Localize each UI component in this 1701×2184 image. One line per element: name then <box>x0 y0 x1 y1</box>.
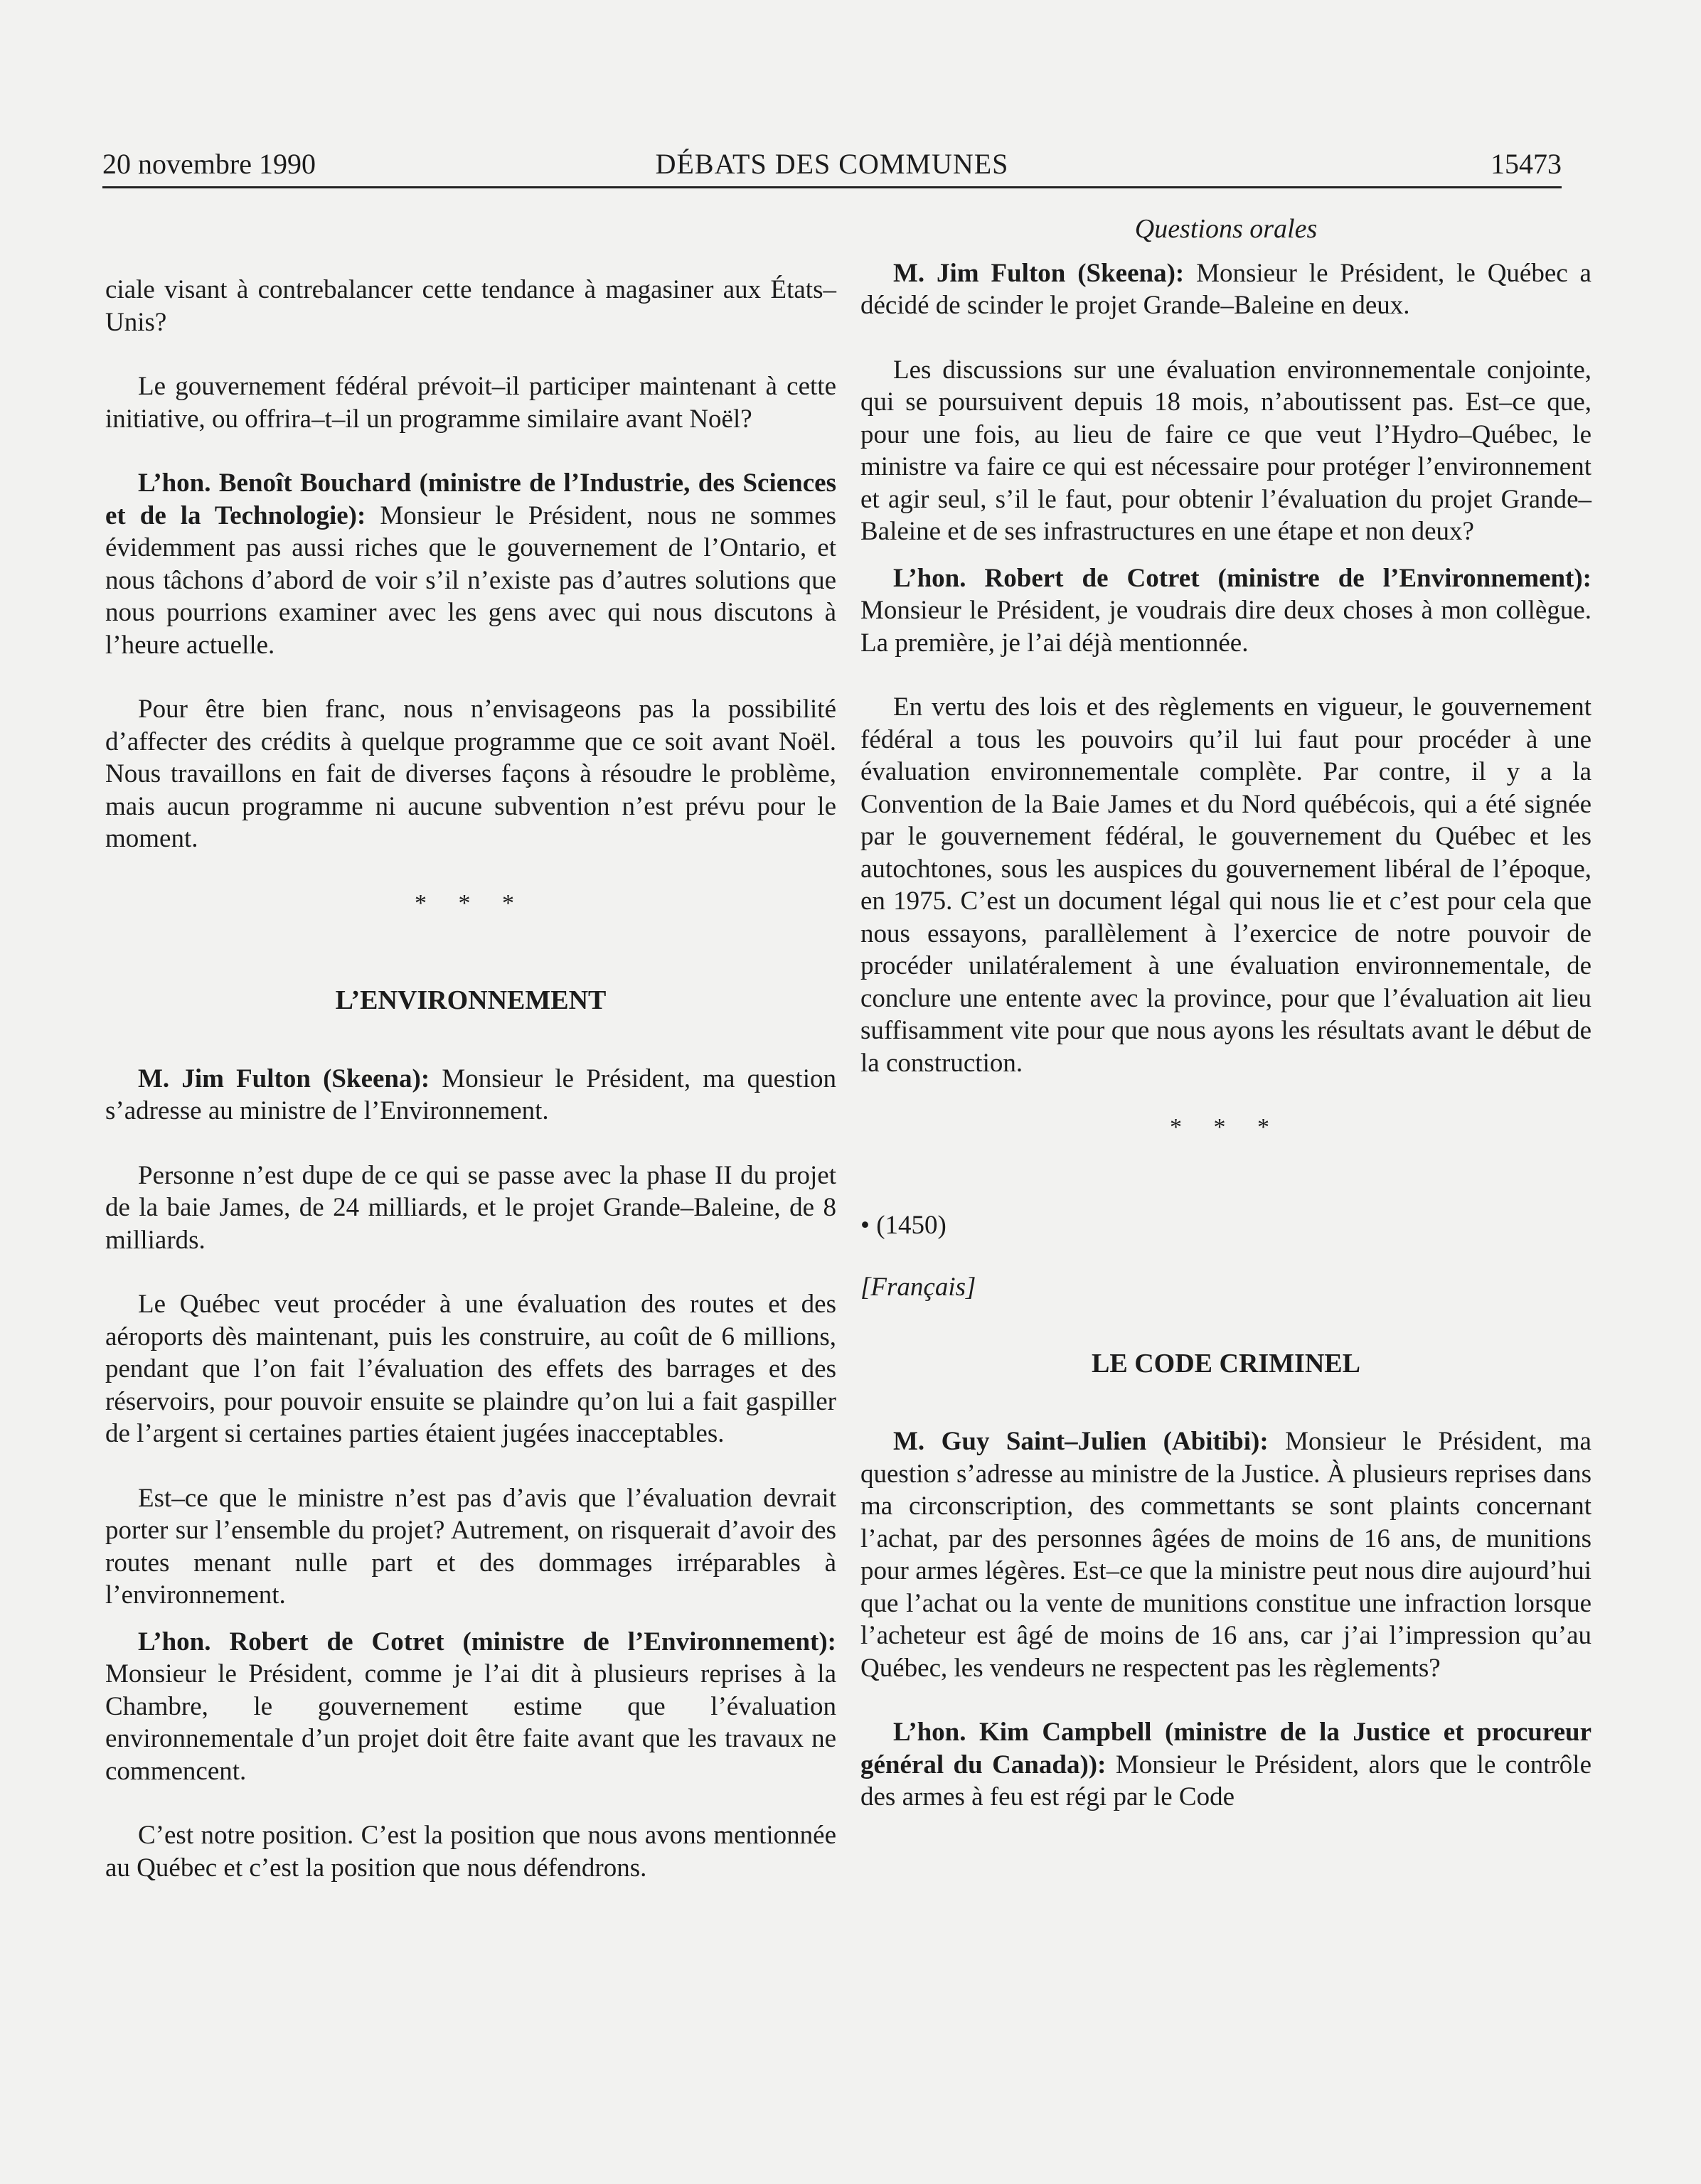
section-separator: * * * <box>415 889 527 916</box>
running-head: Questions orales <box>1134 214 1318 244</box>
speaker-name: L’hon. Robert de Cotret (ministre de l’Environnement): <box>893 563 1591 593</box>
speech <box>105 1063 836 1128</box>
section-heading: L’ENVIRONNEMENT <box>335 985 607 1015</box>
speech <box>860 1716 1591 1814</box>
speech <box>105 1626 836 1788</box>
left-column <box>105 274 836 1916</box>
speech-text: Monsieur le Président, ma question s’adresse au ministre de la Justice. À plusieurs reprises dans ma circonscription, des commettants se sont plaints concernant l’achat, par des personnes âgées de moins de 16 ans, de munitions pour armes légères. Est–ce que la ministre peut nous dire aujourd’hui que l’achat ou la vente de munitions constitue une infraction lorsque l’acheteur est âgé de moins de 16 ans, car j’ai l’impression qu’au Québec, les vendeurs ne respectent pas les règlements? <box>860 1427 1591 1683</box>
speech-text: Monsieur le Président, nous ne sommes évidemment pas aussi riches que le gouvernement de l’Ontario, et nous tâchons d’abord de voir s’il n’existe pas d’autres solutions que nous pourrions examiner avec les gens avec qui nous discutons à l’heure actuelle. <box>105 500 837 660</box>
header-page-number: 15473 <box>1491 148 1562 180</box>
speech <box>860 562 1591 660</box>
speech-text: Monsieur le Président, ma question s’adresse au ministre de l’Environnement. <box>105 1064 836 1125</box>
speaker-name: L’hon. Robert de Cotret (ministre de l’Environnement): <box>138 1627 836 1656</box>
paragraph: Est–ce que le ministre n’est pas d’avis que l’évaluation devrait porter sur l’ensemble du projet? Autrement, on risquerait d’avoir des routes menant nulle part et des dommages irréparables à l’environnement. <box>105 1483 836 1610</box>
language-marker: [Français] <box>860 1273 976 1302</box>
speech-text: Monsieur le Président, alors que le contrôle des armes à feu est régi par le Code <box>860 1750 1592 1811</box>
section-separator: * * * <box>1170 1114 1282 1140</box>
speech <box>105 467 836 661</box>
speaker-name: L’hon. Benoît Bouchard (ministre de l’Industrie, des Sciences et de la Technologie): <box>105 469 836 530</box>
section-heading: LE CODE CRIMINEL <box>1092 1348 1360 1379</box>
paragraph: En vertu des lois et des règlements en vigueur, le gouvernement fédéral a tous les pouvoirs qu’il lui faut pour procéder à une évaluation environnementale complète. Par contre, il y a la Convention de la Baie James et du Nord québécois, qui a été signée par le gouvernement fédéral, le gouvernement du Québec et les autochtones, sous les auspices du gouvernement libéral de l’époque, en 1975. C’est un document légal qui nous lie et c’est pour cela que nous essayons, parallèlement à l’exercice de notre pouvoir de procéder unilatéralement à une évaluation environnementale, de conclure une entente avec la province, pour que l’évaluation ait lieu suffisamment vite pour que nous ayons les résultats avant le début de la construction. <box>860 692 1591 1078</box>
speaker-name: M. Jim Fulton (Skeena): <box>893 258 1185 288</box>
header-title: DÉBATS DES COMMUNES <box>655 148 1009 180</box>
paragraph: Les discussions sur une évaluation environnementale conjointe, qui se poursuivent depuis 18 mois, n’aboutissent pas. Est–ce que, pour une fois, au lieu de faire ce que veut l’Hydro–Québec, le ministre va faire ce qui est nécessaire pour protéger l’environnement et agir seul, s’il le faut, pour obtenir l’évaluation du projet Grande–Baleine et de ses infrastructures en une étape et non deux? <box>860 355 1591 546</box>
speaker-name: M. Jim Fulton (Skeena): <box>138 1064 430 1093</box>
paragraph: Le Québec veut procéder à une évaluation des routes et des aéroports dès maintenant, puis les construire, au coût de 6 millions, pendant que l’on fait l’évaluation des effets des barrages et des réservoirs, pour pouvoir ensuite se plaindre qu’on lui a fait gaspiller de l’argent si certaines parties étaient jugées inacceptables. <box>105 1290 836 1448</box>
header-date: 20 novembre 1990 <box>102 148 316 180</box>
right-column <box>860 213 1591 1846</box>
speaker-name: M. Guy Saint–Julien (Abitibi): <box>893 1427 1269 1456</box>
speech <box>860 1425 1591 1684</box>
speech-text: Monsieur le Président, je voudrais dire deux choses à mon collègue. La première, je l’ai déjà mentionnée. <box>860 596 1591 658</box>
page-header <box>102 142 1562 188</box>
time-marker: • (1450) <box>860 1210 947 1240</box>
paragraph: C’est notre position. C’est la position que nous avons mentionnée au Québec et c’est la position que nous défendrons. <box>105 1821 836 1883</box>
paragraph: ciale visant à contrebalancer cette tendance à magasiner aux États–Unis? <box>105 275 836 337</box>
paragraph: Pour être bien franc, nous n’envisageons pas la possibilité d’affecter des crédits à quelque programme que ce soit avant Noël. Nous travaillons en fait de diverses façons à résoudre le problème, mais aucun programme ni aucune subvention n’est prévu pour le moment. <box>105 695 836 853</box>
speech-text: Monsieur le Président, comme je l’ai dit à plusieurs reprises à la Chambre, le gouvernement estime que l’évaluation environnementale d’un projet doit être faite avant que les travaux ne commencent. <box>105 1659 836 1786</box>
paragraph: Personne n’est dupe de ce qui se passe avec la phase II du projet de la baie James, de 24 milliards, et le projet Grande–Baleine, de 8 milliards. <box>105 1160 836 1255</box>
paragraph: Le gouvernement fédéral prévoit–il participer maintenant à cette initiative, ou offrira–t–il un programme similaire avant Noël? <box>105 372 836 434</box>
speech <box>860 257 1591 322</box>
speaker-name: L’hon. Kim Campbell (ministre de la Justice et procureur général du Canada)): <box>860 1718 1591 1779</box>
speech-text: Monsieur le Président, le Québec a décidé de scinder le projet Grande–Baleine en deux. <box>860 258 1591 320</box>
